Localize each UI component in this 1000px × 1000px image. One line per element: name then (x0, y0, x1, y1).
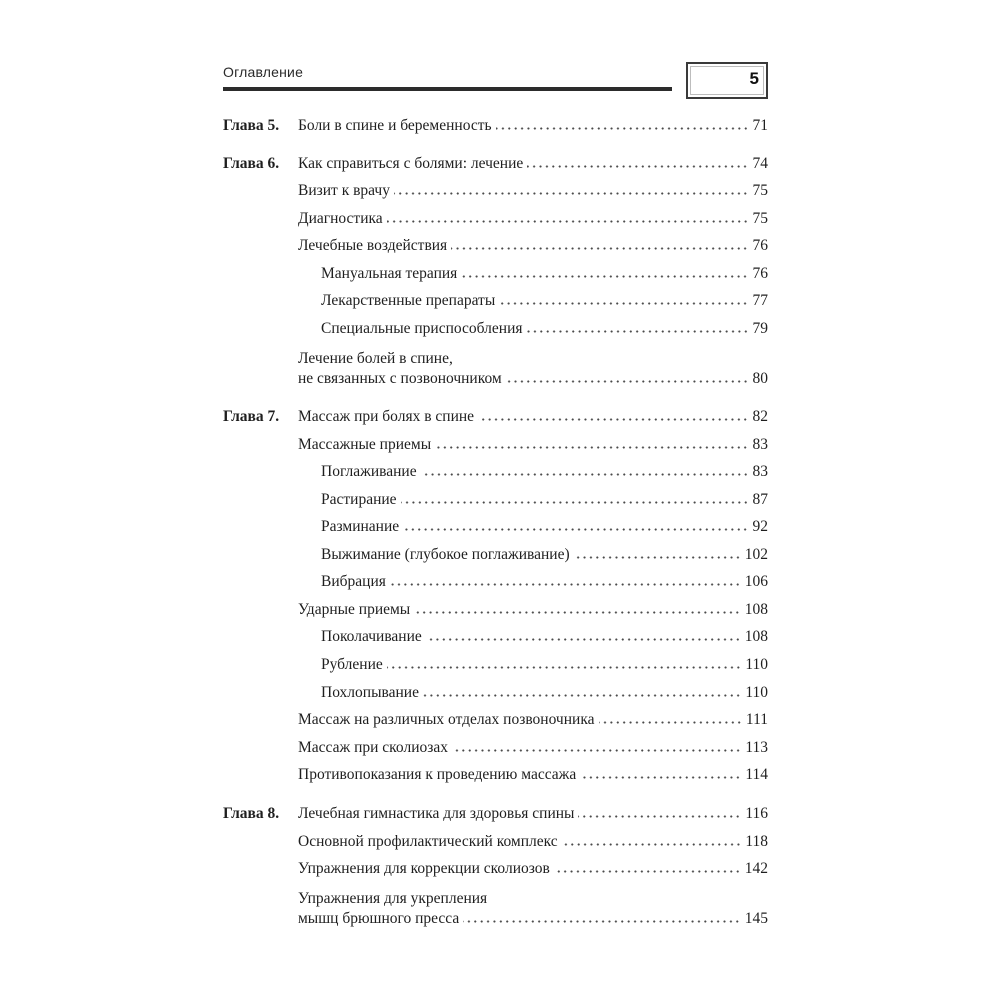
entry-page: 71 (752, 117, 768, 134)
entry-page: 83 (752, 436, 768, 453)
entry-title: Мануальная терапия (321, 265, 458, 282)
entry-title: Визит к врачу (298, 182, 390, 199)
toc-entry[interactable] (321, 490, 768, 510)
toc-entry[interactable] (298, 738, 768, 758)
dot-leader (390, 582, 741, 587)
entry-page: 80 (752, 370, 768, 387)
dot-leader (435, 445, 748, 450)
toc-entry[interactable] (298, 154, 768, 174)
entry-title: Основной профилактический комплекс (298, 833, 558, 850)
toc-entry[interactable] (298, 765, 768, 785)
dot-leader (426, 637, 741, 642)
entry-page: 77 (752, 292, 768, 309)
dot-leader (578, 814, 741, 819)
entry-page: 111 (745, 711, 768, 728)
dot-leader (403, 527, 748, 532)
entry-title: Лечебные воздействия (298, 237, 448, 254)
entry-title: Противопоказания к проведению массажа (298, 766, 577, 783)
dot-leader (463, 919, 740, 924)
entry-page: 75 (752, 210, 768, 227)
entry-page: 76 (752, 237, 768, 254)
entry-page: 114 (745, 766, 768, 783)
entry-title: Похлопывание (321, 684, 419, 701)
entry-title: мышц брюшного пресса (298, 910, 460, 927)
toc-entry[interactable] (298, 209, 768, 229)
toc-entry[interactable] (321, 655, 768, 675)
toc-entry[interactable] (298, 369, 768, 389)
dot-leader (496, 126, 749, 131)
dot-leader (414, 610, 741, 615)
entry-title: Лекарственные препараты (321, 292, 496, 309)
entry-page: 76 (752, 265, 768, 282)
entry-title: Растирание (321, 491, 397, 508)
entry-page: 108 (744, 601, 768, 618)
dot-leader (387, 665, 742, 670)
entry-title: Поколачивание (321, 628, 422, 645)
toc-entry[interactable] (298, 832, 768, 852)
entry-title: Лечебная гимнастика для здоровья спины (298, 805, 575, 822)
toc-entry[interactable] (321, 683, 768, 703)
dot-leader (451, 246, 748, 251)
entry-title: Вибрация (321, 573, 386, 590)
entry-page: 83 (752, 463, 768, 480)
entry-title: Массаж на различных отделах позвоночника (298, 711, 595, 728)
entry-page: 108 (744, 628, 768, 645)
toc-entry[interactable] (298, 710, 768, 730)
toc-entry[interactable] (298, 181, 768, 201)
toc-entry[interactable] (321, 627, 768, 647)
toc-entry[interactable] (298, 600, 768, 620)
toc-entry[interactable] (321, 462, 768, 482)
entry-title: Боли в спине и беременность (298, 117, 492, 134)
dot-leader (387, 219, 749, 224)
dot-leader (527, 164, 748, 169)
dot-leader (506, 379, 749, 384)
toc-entry[interactable] (298, 116, 768, 136)
toc-entry[interactable] (298, 236, 768, 256)
dot-leader (394, 191, 749, 196)
entry-title: Рубление (321, 656, 383, 673)
toc-entry[interactable] (321, 572, 768, 592)
dot-leader (574, 555, 741, 560)
entry-page: 118 (745, 833, 768, 850)
dot-leader (401, 500, 749, 505)
dot-leader (580, 775, 741, 780)
entry-page: 102 (744, 546, 768, 563)
dot-leader (562, 842, 742, 847)
entry-page: 145 (744, 910, 768, 927)
entry-title: Как справиться с болями: лечение (298, 155, 524, 172)
entry-page: 106 (744, 573, 768, 590)
entry-title: Массаж при болях в спине (298, 408, 475, 425)
dot-leader (461, 274, 748, 279)
dot-leader (499, 301, 748, 306)
dot-leader (599, 720, 742, 725)
entry-page: 116 (745, 805, 768, 822)
toc-entry[interactable] (298, 909, 768, 929)
toc-entry[interactable] (298, 804, 768, 824)
entry-page: 75 (752, 182, 768, 199)
toc-entry[interactable] (321, 291, 768, 311)
dot-leader (421, 472, 749, 477)
section-title: Оглавление (223, 64, 304, 80)
entry-page: 110 (745, 684, 768, 701)
entry-page: 113 (745, 739, 768, 756)
toc-entry[interactable] (321, 319, 768, 339)
entry-title: Выжимание (глубокое поглаживание) (321, 546, 570, 563)
entry-page: 92 (752, 518, 768, 535)
entry-title-line1: Лечение болей в спине, (298, 350, 453, 367)
entry-title: Диагностика (298, 210, 383, 227)
entry-page: 110 (745, 656, 768, 673)
toc-entry[interactable] (321, 264, 768, 284)
toc-entry[interactable] (321, 517, 768, 537)
dot-leader (554, 869, 741, 874)
entry-title: Упражнения для коррекции сколиозов (298, 860, 550, 877)
entry-title: Массаж при сколиозах (298, 739, 448, 756)
entry-title: Ударные приемы (298, 601, 411, 618)
chapter-label: Глава 8. (223, 805, 280, 822)
chapter-label: Глава 7. (223, 408, 280, 425)
entry-title: Поглаживание (321, 463, 417, 480)
toc-entry[interactable] (298, 435, 768, 455)
toc-entry[interactable] (298, 859, 768, 879)
entry-title: Массажные приемы (298, 436, 432, 453)
entry-title: Специальные приспособления (321, 320, 523, 337)
entry-page: 82 (752, 408, 768, 425)
entry-page: 142 (744, 860, 768, 877)
toc-entry[interactable] (298, 407, 768, 427)
toc-entry[interactable] (321, 545, 768, 565)
entry-title-line1: Упражнения для укрепления (298, 890, 488, 907)
entry-title: Разминание (321, 518, 400, 535)
dot-leader (423, 693, 741, 698)
entry-title: не связанных с позвоночником (298, 370, 502, 387)
dot-leader (527, 329, 749, 334)
entry-page: 87 (752, 491, 768, 508)
page-number: 5 (749, 69, 759, 88)
table-of-contents (223, 0, 768, 1000)
dot-leader (452, 748, 741, 753)
entry-page: 79 (752, 320, 768, 337)
chapter-label: Глава 6. (223, 155, 280, 172)
dot-leader (478, 417, 748, 422)
entry-page: 74 (752, 155, 768, 172)
chapter-label: Глава 5. (223, 117, 280, 134)
